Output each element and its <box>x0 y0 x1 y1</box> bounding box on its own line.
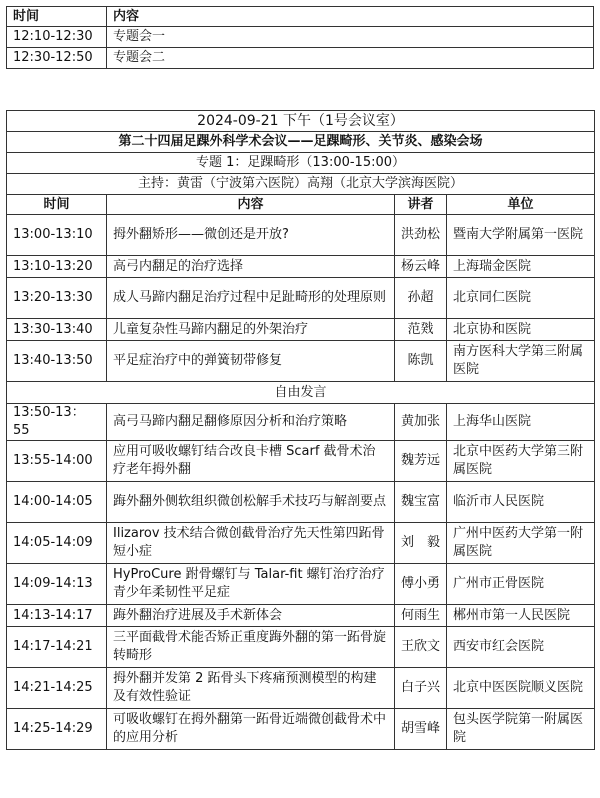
row-content: Ilizarov 技术结合微创截骨治疗先天性第四跖骨短小症 <box>107 523 395 564</box>
table-row <box>7 27 594 48</box>
row-time: 13:50-13：55 <box>7 404 107 441</box>
row-speaker: 魏芳远 <box>395 441 447 482</box>
row-time: 13:00-13:10 <box>7 215 107 256</box>
row-speaker: 杨云峰 <box>395 256 447 278</box>
table-row <box>7 627 595 668</box>
row-unit: 广州中医药大学第一附属医院 <box>447 523 595 564</box>
row-time: 14:21-14:25 <box>7 668 107 709</box>
row-speaker: 白子兴 <box>395 668 447 709</box>
table-row <box>7 709 595 750</box>
table-row <box>7 482 595 523</box>
row-speaker: 陈凯 <box>395 341 447 382</box>
row-content: 儿童复杂性马蹄内翻足的外架治疗 <box>107 319 395 341</box>
row-unit: 上海瑞金医院 <box>447 256 595 278</box>
row-unit: 广州市正骨医院 <box>447 564 595 605</box>
free-talk-label: 自由发言 <box>7 382 595 404</box>
row-content: 三平面截骨术能否矫正重度踇外翻的第一跖骨旋转畸形 <box>107 627 395 668</box>
row-unit: 临沂市人民医院 <box>447 482 595 523</box>
row-content: 成人马蹄内翻足治疗过程中足趾畸形的处理原则 <box>107 278 395 319</box>
row-unit: 北京中医医院顺义医院 <box>447 668 595 709</box>
row-content: 拇外翻矫形——微创还是开放? <box>107 215 395 256</box>
header-time: 时间 <box>7 195 107 215</box>
conference-banner <box>7 132 595 153</box>
row-unit: 包头医学院第一附属医院 <box>447 709 595 750</box>
table-row <box>7 278 595 319</box>
row-time: 14:17-14:21 <box>7 627 107 668</box>
table-row <box>7 48 594 69</box>
session-chairs: 主持：黄雷（宁波第六医院）高翔（北京大学滨海医院） <box>7 174 595 195</box>
top-table-header <box>7 7 594 27</box>
row-speaker: 胡雪峰 <box>395 709 447 750</box>
row-content: 踇外翻外侧软组织微创松解手术技巧与解剖要点 <box>107 482 395 523</box>
top-schedule-table <box>6 6 594 69</box>
session-banner <box>7 153 595 174</box>
date-line: 2024-09-21 下午（1号会议室） <box>7 111 595 132</box>
table-row <box>7 215 595 256</box>
column-header-row <box>7 195 595 215</box>
row-content: 平足症治疗中的弹簧韧带修复 <box>107 341 395 382</box>
table-row <box>7 523 595 564</box>
row-time: 13:55-14:00 <box>7 441 107 482</box>
header-content: 内容 <box>107 195 395 215</box>
header-unit: 单位 <box>447 195 595 215</box>
row-unit: 西安市红会医院 <box>447 627 595 668</box>
row-time: 13:30-13:40 <box>7 319 107 341</box>
row-speaker: 魏宝富 <box>395 482 447 523</box>
row-time: 13:20-13:30 <box>7 278 107 319</box>
row-content: HyProCure 跗骨螺钉与 Talar-fit 螺钉治疗治疗青少年柔韧性平足症 <box>107 564 395 605</box>
table-row <box>7 404 595 441</box>
header-speaker: 讲者 <box>395 195 447 215</box>
table-row <box>7 319 595 341</box>
row-time: 12:10-12:30 <box>7 27 107 48</box>
table-row <box>7 605 595 627</box>
free-talk-row <box>7 382 595 404</box>
row-speaker: 孙超 <box>395 278 447 319</box>
header-content: 内容 <box>107 7 594 27</box>
row-time: 14:09-14:13 <box>7 564 107 605</box>
row-content: 踇外翻治疗进展及手术新体会 <box>107 605 395 627</box>
row-speaker: 黄加张 <box>395 404 447 441</box>
row-speaker: 刘 毅 <box>395 523 447 564</box>
row-speaker: 范戣 <box>395 319 447 341</box>
row-speaker: 何雨生 <box>395 605 447 627</box>
row-unit: 郴州市第一人民医院 <box>447 605 595 627</box>
row-content: 高弓内翻足的治疗选择 <box>107 256 395 278</box>
row-speaker: 王欣文 <box>395 627 447 668</box>
row-speaker: 洪劲松 <box>395 215 447 256</box>
row-unit: 暨南大学附属第一医院 <box>447 215 595 256</box>
table-row <box>7 564 595 605</box>
table-row <box>7 341 595 382</box>
row-content: 专题会一 <box>107 27 594 48</box>
row-time: 12:30-12:50 <box>7 48 107 69</box>
row-content: 应用可吸收螺钉结合改良卡槽 Scarf 截骨术治疗老年拇外翻 <box>107 441 395 482</box>
row-speaker: 傅小勇 <box>395 564 447 605</box>
date-banner <box>7 111 595 132</box>
row-unit: 北京同仁医院 <box>447 278 595 319</box>
row-time: 14:25-14:29 <box>7 709 107 750</box>
row-time: 13:40-13:50 <box>7 341 107 382</box>
table-row <box>7 256 595 278</box>
row-unit: 北京中医药大学第三附属医院 <box>447 441 595 482</box>
row-content: 拇外翻并发第 2 跖骨头下疼痛预测模型的构建及有效性验证 <box>107 668 395 709</box>
row-content: 专题会二 <box>107 48 594 69</box>
header-time: 时间 <box>7 7 107 27</box>
row-content: 可吸收螺钉在拇外翻第一跖骨近端微创截骨术中的应用分析 <box>107 709 395 750</box>
row-time: 14:13-14:17 <box>7 605 107 627</box>
row-unit: 上海华山医院 <box>447 404 595 441</box>
table-row <box>7 441 595 482</box>
row-unit: 北京协和医院 <box>447 319 595 341</box>
row-time: 14:00-14:05 <box>7 482 107 523</box>
session-schedule-table <box>6 110 595 750</box>
row-time: 13:10-13:20 <box>7 256 107 278</box>
table-row <box>7 668 595 709</box>
row-unit: 南方医科大学第三附属医院 <box>447 341 595 382</box>
chairs-banner <box>7 174 595 195</box>
row-content: 高弓马蹄内翻足翻修原因分析和治疗策略 <box>107 404 395 441</box>
session-title: 专题 1：足踝畸形（13:00-15:00） <box>7 153 595 174</box>
row-time: 14:05-14:09 <box>7 523 107 564</box>
conference-title: 第二十四届足踝外科学术会议——足踝畸形、关节炎、感染会场 <box>7 132 595 153</box>
